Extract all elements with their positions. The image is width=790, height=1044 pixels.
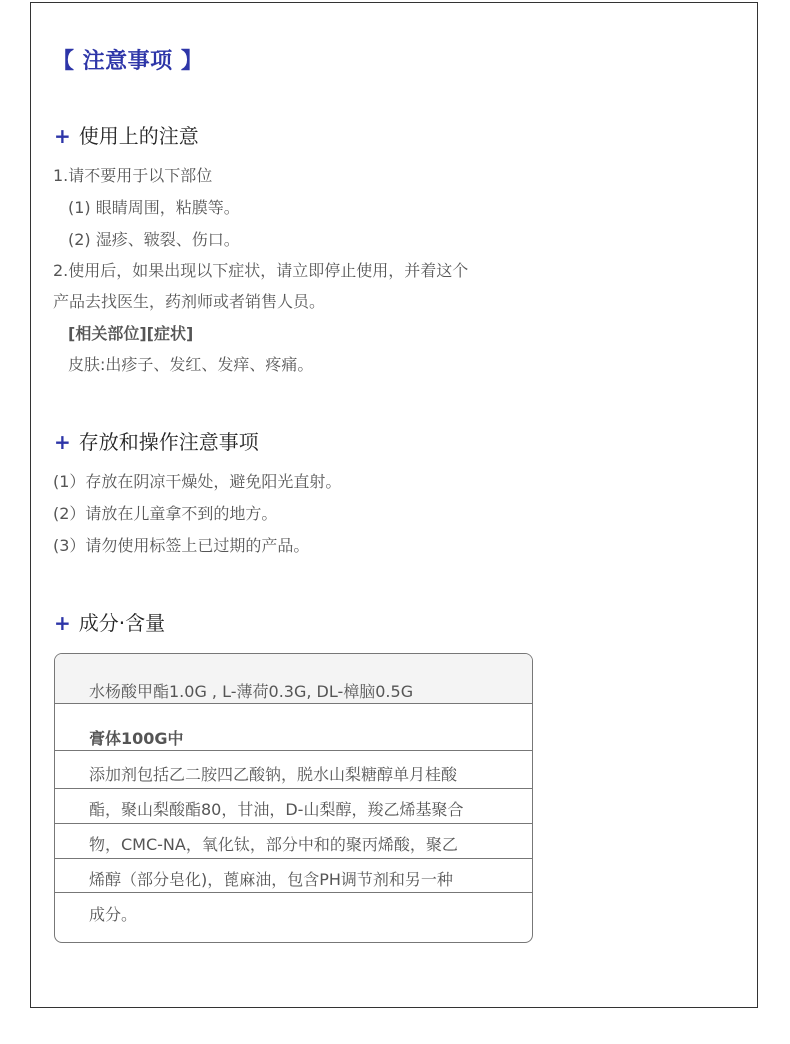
- row-divider: [55, 892, 532, 893]
- section-title-text: 使用上的注意: [78, 124, 199, 148]
- table-row: 酯，聚山梨酸酯80，甘油，D-山梨醇，羧乙烯基聚合: [89, 800, 464, 819]
- usage-line-3: (2) 湿疹、皲裂、伤口。: [68, 230, 240, 249]
- usage-line-5: 产品去找医生，药剂师或者销售人员。: [53, 292, 326, 311]
- page-title: 【 注意事项 】: [52, 49, 204, 74]
- storage-line-1: (1）存放在阴凉干燥处，避免阳光直射。: [53, 472, 342, 491]
- table-row: 物，CMC-NA，氧化钛，部分中和的聚丙烯酸，聚乙: [89, 835, 458, 854]
- section-title-text: 存放和操作注意事项: [78, 430, 259, 454]
- storage-line-2: (2）请放在儿童拿不到的地方。: [53, 504, 278, 523]
- storage-line-3: (3）请勿使用标签上已过期的产品。: [53, 536, 310, 555]
- table-row: 烯醇（部分皂化)，蓖麻油，包含PH调节剂和另一种: [89, 870, 453, 889]
- ingredients-table-header: 水杨酸甲酯1.0G , L-薄荷0.3G, DL-樟脑0.5G: [89, 682, 414, 701]
- usage-line-7: 皮肤:出疹子、发红、发痒、疼痛。: [68, 355, 314, 374]
- table-row: 添加剂包括乙二胺四乙酸钠，脱水山梨糖醇单月桂酸: [89, 765, 458, 784]
- usage-line-4: 2.使用后，如果出现以下症状，请立即停止使用，并着这个: [53, 261, 469, 280]
- usage-line-2: (1) 眼睛周围，粘膜等。: [68, 198, 240, 217]
- section-title-storage: [54, 426, 259, 455]
- row-divider: [55, 823, 532, 824]
- usage-line-6: [相关部位][症状]: [68, 324, 194, 343]
- row-divider: [55, 858, 532, 859]
- ingredients-table-subheader: 膏体100G中: [89, 729, 184, 748]
- usage-line-1: 1.请不要用于以下部位: [53, 166, 213, 185]
- section-title-text: 成分·含量: [78, 611, 166, 635]
- ingredients-table: [54, 653, 533, 943]
- plus-icon: +: [54, 124, 71, 148]
- section-title-usage: [54, 120, 199, 149]
- plus-icon: +: [54, 430, 71, 454]
- plus-icon: +: [54, 611, 71, 635]
- section-title-ingredients: [54, 607, 165, 636]
- row-divider: [55, 750, 532, 751]
- table-row: 成分。: [89, 905, 138, 924]
- row-divider: [55, 788, 532, 789]
